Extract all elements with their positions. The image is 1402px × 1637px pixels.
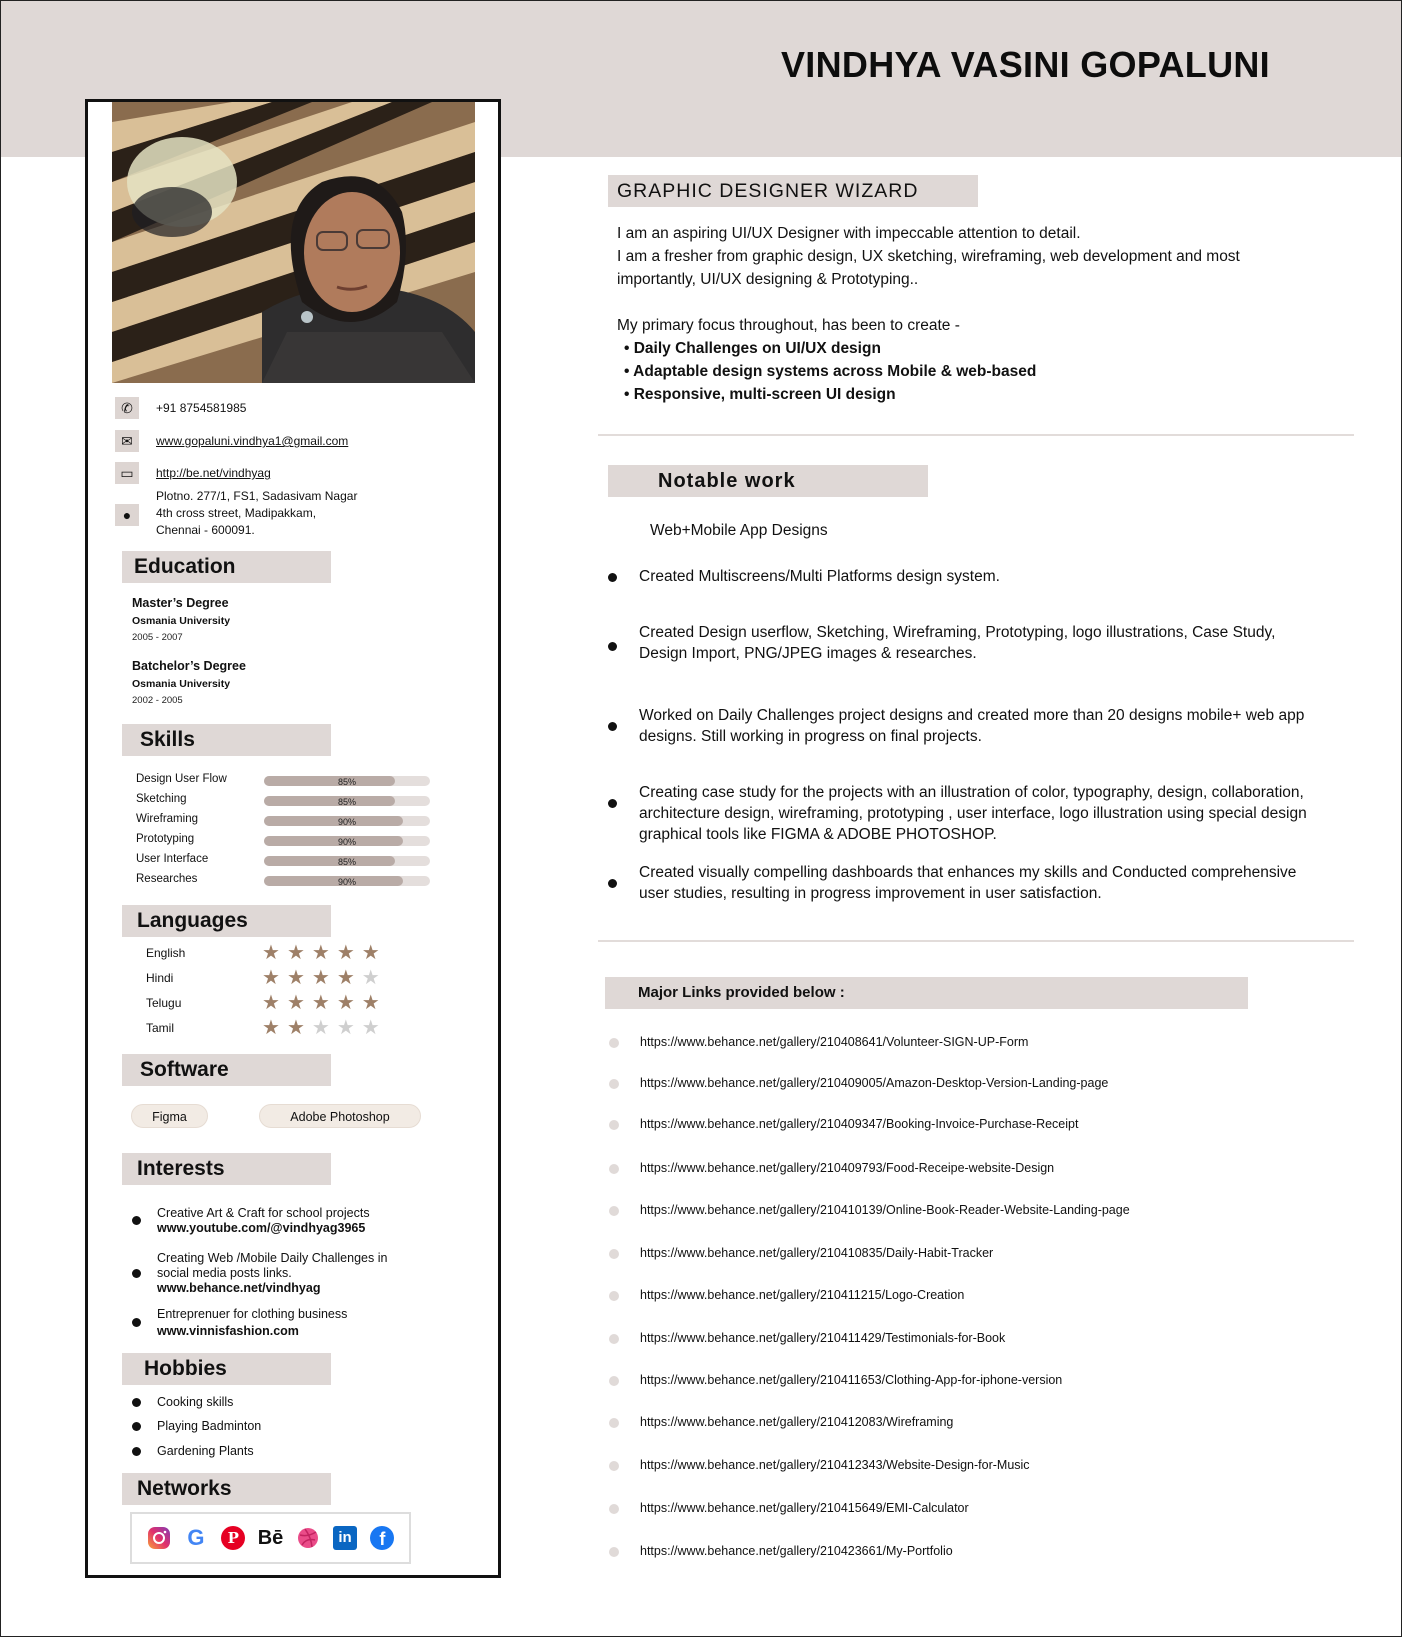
skill-bar <box>264 856 430 866</box>
summary-focus-intro: My primary focus throughout, has been to create - <box>617 317 960 334</box>
star-icon: ★ <box>286 1017 312 1039</box>
star-icon: ★ <box>361 942 387 964</box>
linkedin-icon[interactable] <box>331 1524 359 1552</box>
linkedin-glyph: in <box>333 1526 357 1550</box>
google-glyph: G <box>187 1525 205 1550</box>
interest-text-3: Entreprenuer for clothing business <box>157 1307 348 1321</box>
behance-link[interactable]: https://www.behance.net/gallery/210412083/Wireframing <box>640 1415 954 1429</box>
interest-link-2[interactable]: www.behance.net/vindhyag <box>157 1281 321 1295</box>
link-bullet <box>609 1461 619 1471</box>
software-heading: Software <box>122 1054 331 1086</box>
interests-heading: Interests <box>122 1153 331 1185</box>
work-item-1: Created Multiscreens/Multi Platforms design system. <box>639 568 1000 585</box>
address-line-2: 4th cross street, Madipakkam, <box>156 506 317 520</box>
hobby-bullet-3 <box>132 1447 141 1456</box>
education-university-2: Osmania University <box>132 678 231 690</box>
focus-item-1: • Daily Challenges on UI/UX design <box>624 340 881 357</box>
star-icon: ★ <box>361 967 387 989</box>
hobbies-heading: Hobbies <box>122 1353 331 1385</box>
skill-percent: 85% <box>337 857 356 867</box>
interest-bullet-1 <box>132 1216 141 1225</box>
networks-heading: Networks <box>122 1473 331 1505</box>
location-pin-icon: ● <box>115 504 139 526</box>
interest-link-3[interactable]: www.vinnisfashion.com <box>157 1324 299 1338</box>
networks-bar <box>130 1512 411 1564</box>
languages-heading: Languages <box>122 905 331 937</box>
skill-percent: 85% <box>337 777 356 787</box>
link-bullet <box>609 1079 619 1089</box>
email-link[interactable]: www.gopaluni.vindhya1@gmail.com <box>156 434 349 448</box>
address-line-3: Chennai - 600091. <box>156 523 255 537</box>
interest-item-3 <box>157 1306 417 1340</box>
star-icon: ★ <box>286 967 312 989</box>
behance-link[interactable]: https://www.behance.net/gallery/210410139/Online-Book-Reader-Website-Landing-page <box>640 1203 1130 1217</box>
hobby-bullet-1 <box>132 1398 141 1407</box>
work-item-3: Worked on Daily Challenges project designs and created more than 20 designs mobile+ web app designs. Still working in progress on final projects. <box>639 707 1305 745</box>
interest-link-1[interactable]: www.youtube.com/@vindhyag3965 <box>157 1221 366 1235</box>
language-row <box>146 942 406 964</box>
skill-row <box>136 813 436 827</box>
hobby-item-1: Cooking skills <box>157 1395 234 1409</box>
contact-address <box>115 488 357 539</box>
summary-line-1: I am an aspiring UI/UX Designer with impeccable attention to detail. <box>617 225 1081 242</box>
envelope-icon: ✉ <box>115 430 139 452</box>
behance-link[interactable]: https://www.behance.net/gallery/210411653/Clothing-App-for-iphone-version <box>640 1373 1063 1387</box>
star-icon: ★ <box>336 992 362 1014</box>
profile-photo <box>112 102 475 383</box>
work-bullet-1 <box>608 573 617 582</box>
google-icon[interactable] <box>182 1524 210 1552</box>
skill-row <box>136 873 436 887</box>
work-bullet-4 <box>608 799 617 808</box>
skill-label: Sketching <box>136 793 187 805</box>
star-icon: ★ <box>286 992 312 1014</box>
star-icon: ★ <box>311 1017 337 1039</box>
behance-link[interactable]: https://www.behance.net/gallery/210410835/Daily-Habit-Tracker <box>640 1246 994 1260</box>
address-text <box>156 488 357 539</box>
divider-1 <box>598 434 1354 436</box>
language-rating <box>262 991 387 1015</box>
facebook-icon[interactable] <box>368 1524 396 1552</box>
website-link[interactable]: http://be.net/vindhyag <box>156 466 271 480</box>
dribbble-icon[interactable] <box>294 1524 322 1552</box>
interest-bullet-2 <box>132 1269 141 1278</box>
skill-label: Wireframing <box>136 813 198 825</box>
focus-item-3: • Responsive, multi-screen UI design <box>624 386 896 403</box>
skill-percent: 90% <box>337 877 356 887</box>
star-icon: ★ <box>262 992 287 1014</box>
profile-photo-image <box>112 102 475 383</box>
star-icon: ★ <box>336 1017 362 1039</box>
star-icon: ★ <box>361 992 387 1014</box>
star-icon: ★ <box>361 1017 387 1039</box>
language-label: Tamil <box>146 1021 175 1035</box>
language-label: Telugu <box>146 996 182 1010</box>
behance-link[interactable]: https://www.behance.net/gallery/210415649/EMI-Calculator <box>640 1501 969 1515</box>
skill-row <box>136 793 436 807</box>
link-bullet <box>609 1120 619 1130</box>
focus-item-2: • Adaptable design systems across Mobile & web-based <box>624 363 1037 380</box>
behance-link[interactable]: https://www.behance.net/gallery/210411215/Logo-Creation <box>640 1288 965 1302</box>
work-bullet-3 <box>608 722 617 731</box>
focus-item-1-text: Daily Challenges on UI/UX design <box>633 340 881 357</box>
skill-label: Design User Flow <box>136 773 227 785</box>
skill-percent: 90% <box>337 837 356 847</box>
language-rating <box>262 1016 387 1040</box>
link-bullet <box>609 1249 619 1259</box>
star-icon: ★ <box>262 967 287 989</box>
star-icon: ★ <box>311 992 337 1014</box>
education-heading: Education <box>122 551 331 583</box>
skill-percent: 85% <box>337 797 356 807</box>
behance-icon[interactable] <box>256 1524 284 1552</box>
hobby-item-2: Playing Badminton <box>157 1419 262 1433</box>
behance-link[interactable]: https://www.behance.net/gallery/210423661/My-Portfolio <box>640 1544 953 1558</box>
phone-text: +91 8754581985 <box>156 401 247 415</box>
language-label: Hindi <box>146 971 174 985</box>
link-bullet <box>609 1291 619 1301</box>
star-icon: ★ <box>336 967 362 989</box>
summary-line-2: I am a fresher from graphic design, UX sketching, wireframing, web development and most importantly, UI/UX designing & Prototyping.. <box>617 248 1240 288</box>
skill-label: User Interface <box>136 853 209 865</box>
education-years-2: 2002 - 2005 <box>132 695 183 706</box>
behance-glyph: Bē <box>257 1526 284 1549</box>
divider-2 <box>598 940 1354 942</box>
contact-phone <box>115 397 246 419</box>
summary-title: GRAPHIC DESIGNER WIZARD <box>608 175 978 207</box>
software-pill-photoshop: Adobe Photoshop <box>259 1104 421 1128</box>
laptop-icon: ▭ <box>115 462 139 484</box>
link-bullet <box>609 1206 619 1216</box>
pinterest-icon[interactable] <box>219 1524 247 1552</box>
language-row <box>146 1017 406 1039</box>
focus-item-3-text: Responsive, multi-screen UI design <box>633 386 896 403</box>
skill-bar <box>264 836 430 846</box>
facebook-glyph: f <box>370 1526 394 1550</box>
focus-item-2-text: Adaptable design systems across Mobile & web-based <box>633 363 1037 380</box>
candidate-name: VINDHYA VASINI GOPALUNI <box>781 44 1270 85</box>
behance-link[interactable]: https://www.behance.net/gallery/210409347/Booking-Invoice-Purchase-Receipt <box>640 1117 1079 1131</box>
behance-link[interactable]: https://www.behance.net/gallery/210412343/Website-Design-for-Music <box>640 1458 1030 1472</box>
interest-bullet-3 <box>132 1318 141 1327</box>
skill-row <box>136 833 436 847</box>
skill-percent: 90% <box>337 817 356 827</box>
pinterest-glyph: P <box>221 1526 245 1550</box>
education-degree-2: Batchelor’s Degree <box>132 659 246 673</box>
link-bullet <box>609 1164 619 1174</box>
language-row <box>146 992 406 1014</box>
skill-bar <box>264 776 430 786</box>
contact-email[interactable] <box>115 430 348 452</box>
education-university-1: Osmania University <box>132 615 231 627</box>
star-icon: ★ <box>262 1017 287 1039</box>
skill-bar <box>264 796 430 806</box>
language-label: English <box>146 946 186 960</box>
skill-bar <box>264 816 430 826</box>
language-row <box>146 967 406 989</box>
skill-row <box>136 773 436 787</box>
behance-link[interactable]: https://www.behance.net/gallery/210408641/Volunteer-SIGN-UP-Form <box>640 1035 1029 1049</box>
work-item-2: Created Design userflow, Sketching, Wireframing, Prototyping, logo illustrations, Case Study, Design Import, PNG/JPEG images & researches. <box>639 624 1276 662</box>
language-rating <box>262 941 387 965</box>
skill-label: Prototyping <box>136 833 195 845</box>
link-bullet <box>609 1334 619 1344</box>
star-icon: ★ <box>311 942 337 964</box>
link-bullet <box>609 1418 619 1428</box>
language-rating <box>262 966 387 990</box>
behance-link[interactable]: https://www.behance.net/gallery/210409793/Food-Receipe-website-Design <box>640 1161 1055 1175</box>
skills-heading: Skills <box>122 724 331 756</box>
link-bullet <box>609 1038 619 1048</box>
address-line-1: Plotno. 277/1, FS1, Sadasivam Nagar <box>156 489 358 503</box>
star-icon: ★ <box>311 967 337 989</box>
notable-work-title: Notable work <box>608 465 928 497</box>
skill-label: Researches <box>136 873 198 885</box>
star-icon: ★ <box>262 942 287 964</box>
link-bullet <box>609 1376 619 1386</box>
contact-website[interactable] <box>115 462 271 484</box>
hobby-bullet-2 <box>132 1422 141 1431</box>
hobby-item-3: Gardening Plants <box>157 1444 254 1458</box>
phone-icon: ✆ <box>115 397 139 419</box>
links-title: Major Links provided below : <box>605 977 1248 1009</box>
work-bullet-2 <box>608 642 617 651</box>
behance-link[interactable]: https://www.behance.net/gallery/210411429/Testimonials-for-Book <box>640 1331 1006 1345</box>
skill-row <box>136 853 436 867</box>
interest-text-2: Creating Web /Mobile Daily Challenges in social media posts links. <box>157 1251 388 1280</box>
link-bullet <box>609 1504 619 1514</box>
behance-link[interactable]: https://www.behance.net/gallery/210409005/Amazon-Desktop-Version-Landing-page <box>640 1076 1109 1090</box>
skill-bar <box>264 876 430 886</box>
education-degree-1: Master’s Degree <box>132 596 229 610</box>
star-icon: ★ <box>336 942 362 964</box>
work-item-4: Creating case study for the projects with an illustration of color, typography, design, collaboration, architecture design, wireframing, prototyping , user interface, logo illustration using special design graphical tools like FIGMA & ADOBE PHOTOSHOP. <box>639 784 1307 843</box>
software-pill-figma: Figma <box>131 1104 208 1128</box>
link-bullet <box>609 1547 619 1557</box>
interest-item-2 <box>157 1251 417 1296</box>
interest-text-1: Creative Art & Craft for school projects <box>157 1206 370 1220</box>
star-icon: ★ <box>286 942 312 964</box>
instagram-icon[interactable] <box>145 1524 173 1552</box>
interest-item-1 <box>157 1206 417 1236</box>
work-item-5: Created visually compelling dashboards that enhances my skills and Conducted comprehensive user studies, resulting in progress improvement in user satisfaction. <box>639 864 1297 902</box>
education-years-1: 2005 - 2007 <box>132 632 183 643</box>
notable-work-subtitle: Web+Mobile App Designs <box>650 522 828 539</box>
work-bullet-5 <box>608 879 617 888</box>
